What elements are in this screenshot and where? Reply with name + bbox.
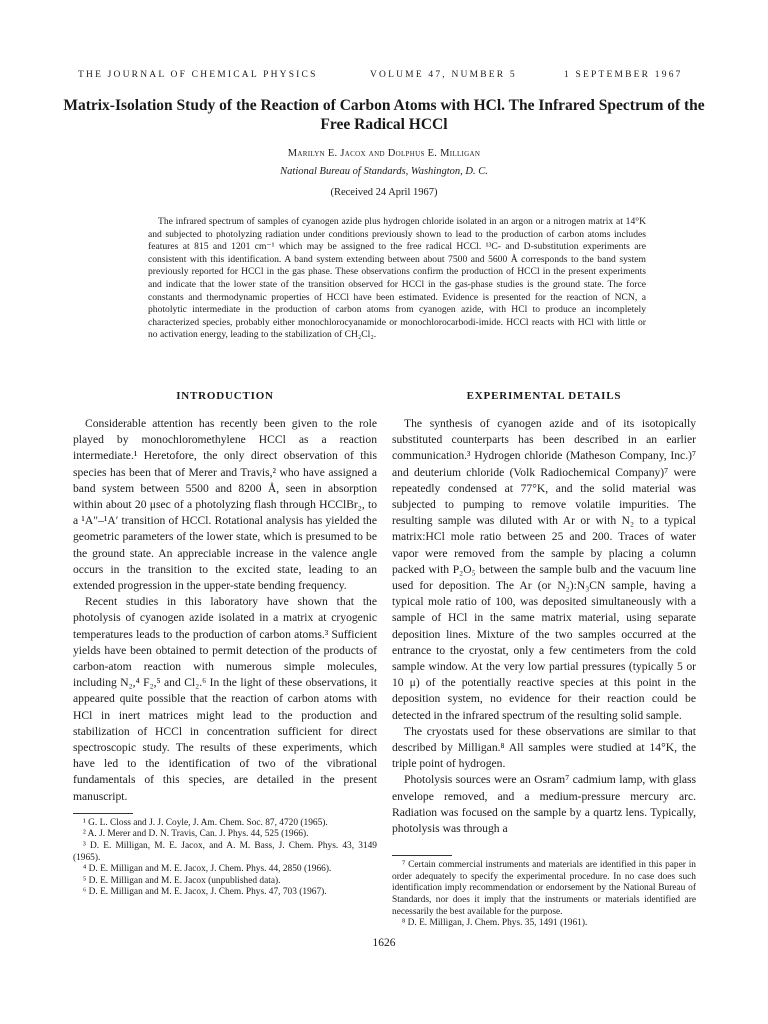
affiliation: National Bureau of Standards, Washington, D. C. bbox=[280, 166, 488, 177]
body-paragraph: Photolysis sources were an Osram⁷ cadmium lamp, with glass envelope removed, and a medium-pressure mercury arc. Radiation was focused on the sample by a quartz lens. Typically, photolysis was through a bbox=[392, 773, 696, 836]
footnote: ⁵ D. E. Milligan and M. E. Jacox (unpublished data). bbox=[83, 875, 281, 886]
right-column bbox=[392, 390, 696, 930]
experimental-heading: EXPERIMENTAL DETAILS bbox=[466, 390, 622, 402]
page-number: 1626 bbox=[372, 937, 396, 949]
footnote-list bbox=[73, 818, 377, 899]
left-column bbox=[73, 390, 377, 899]
abstract: The infrared spectrum of samples of cyanogen azide plus hydrogen chloride isolated in an argon or a nitrogen matrix at 14°K and subjected to photolyzing radiation under conditions previously shown to lead to the production of carbon atoms includes features at 815 and 1201 cm⁻¹ which may be assigned to the free radical HCCl. ¹³C- and D-substitution experiments are consistent with this identification. A band system extending between about 7500 and 5600 Å corresponds to the band system previously reported for HCCl in the gas phase. These observations confirm the production of HCCl in the present experiments and indicate that the lower state of the transition observed for HCCl in the gas-phase studies is the ground state. The force constants and thermodynamic properties of HCCl have been estimated. Evidence is presented for the reaction of NCN, a photolytic intermediate in the production of carbon atoms from cyanogen azide, with HCl to produce an incompletely characterized species, probably either monochlorocyanamide or monochlorocarbodi-imide. HCCl reacts with HCl with little or no activation energy, leading to the stabilization of CH₂Cl₂. bbox=[148, 216, 646, 341]
article-title: Matrix-Isolation Study of the Reaction of Carbon Atoms with HCl. The Infrared Spectrum of the Free Radical HCCl bbox=[63, 97, 705, 133]
journal-name: THE JOURNAL OF CHEMICAL PHYSICS bbox=[78, 70, 318, 80]
footnote-divider bbox=[392, 855, 452, 856]
footnote: ⁷ Certain commercial instruments and materials are identified in this paper in order adequately to specify the experimental procedure. In no case does such identification imply recommendation or endorsement by the National Bureau of Standards, nor does it imply that the instruments or materials identified are necessarily the best available for the purpose. bbox=[392, 860, 696, 917]
footnote: ¹ G. L. Closs and J. J. Coyle, J. Am. Chem. Soc. 87, 4720 (1965). bbox=[83, 817, 328, 828]
introduction-heading: INTRODUCTION bbox=[176, 390, 274, 402]
footnote: ³ D. E. Milligan, M. E. Jacox, and A. M. Bass, J. Chem. Phys. 43, 3149 (1965). bbox=[73, 841, 377, 863]
footnote: ⁶ D. E. Milligan and M. E. Jacox, J. Chem. Phys. 47, 703 (1967). bbox=[83, 887, 327, 898]
footnote-list bbox=[392, 860, 696, 930]
body-paragraph: The cryostats used for these observations are similar to that described by Milligan.⁸ All samples were studied at 14°K, the triple point of hydrogen. bbox=[392, 724, 696, 771]
body-paragraph: Recent studies in this laboratory have shown that the photolysis of cyanogen azide isolated in a matrix at cryogenic temperatures leads to the production of carbon atoms.³ Sufficient yields have been obtained to permit detection of the products of carbon-atom reaction with numerous simple molecules, including N₂,⁴ F₂,⁵ and Cl₂.⁶ In the light of these observations, it appeared quite possible that the reaction of carbon atoms with HCl in inert matrices might lead to the production and stabilization of HCCl in concentration sufficient for direct spectroscopic study. The results of these experiments, which have led to the identification of two of the vibrational fundamentals of this species, are detailed in the present manuscript. bbox=[73, 595, 377, 803]
body-paragraph: The synthesis of cyanogen azide and of its isotopically substituted counterparts has been described in an earlier communication.³ Hydrogen chloride (Matheson Company, Inc.)⁷ and deuterium chloride (Volk Radiochemical Company)⁷ were repeatedly condensed at 77°K, and the solid material was subjected to pumping to remove volatile impurities. The resulting sample was diluted with Ar or with N₂ to a typical matrix:HCl mole ratio between 25 and 200. Traces of water vapor were removed from the sample by placing a column packed with P₂O₅ between the sample bulb and the vacuum line used for deposition. The Ar (or N₂):N₃CN sample, having a typical mole ratio of 100, was deposited simultaneously with a sample of HCl in the same matrix material, using separate deposition lines. Mixture of the two samples occurred at the entrance to the cryostat, only a few centimeters from the cold sample window. At the very low partial pressures (typically 5 or 10 μ) of the potentially reactive species at this point in the deposition system, no evidence for their reaction could be detected in the infrared spectrum of the resulting solid sample. bbox=[392, 417, 696, 722]
received-date: (Received 24 April 1967) bbox=[330, 187, 438, 198]
footnote: ⁸ D. E. Milligan, J. Chem. Phys. 35, 1491 (1961). bbox=[402, 918, 588, 929]
footnote: ² A. J. Merer and D. N. Travis, Can. J. Phys. 44, 525 (1966). bbox=[83, 829, 309, 840]
footnote-divider bbox=[73, 813, 133, 814]
footnote: ⁴ D. E. Milligan and M. E. Jacox, J. Chem. Phys. 44, 2850 (1966). bbox=[83, 864, 332, 875]
issue-date: 1 SEPTEMBER 1967 bbox=[564, 70, 683, 80]
volume-number: VOLUME 47, NUMBER 5 bbox=[370, 70, 517, 80]
body-paragraph: Considerable attention has recently been given to the role played by monochloromethylene HCCl as a reaction intermediate.¹ Heretofore, the only direct observation of this species has been that of Merer and Travis,² who have assigned a band system between 5500 and 8200 Å, seen in absorption within about 20 μsec of a photolyzing flash through HCClBr₂, to a ¹A″–¹A′ transition of HCCl. Rotational analysis has yielded the geometric parameters of the lower state, which is presumed to be the ground state. An appreciable increase in the valence angle occurs in the transition to the excited state, leading to an extended progression in the upper-state bending frequency. bbox=[73, 417, 377, 593]
author-list: Marilyn E. Jacox and Dolphus E. Milligan bbox=[287, 148, 481, 159]
